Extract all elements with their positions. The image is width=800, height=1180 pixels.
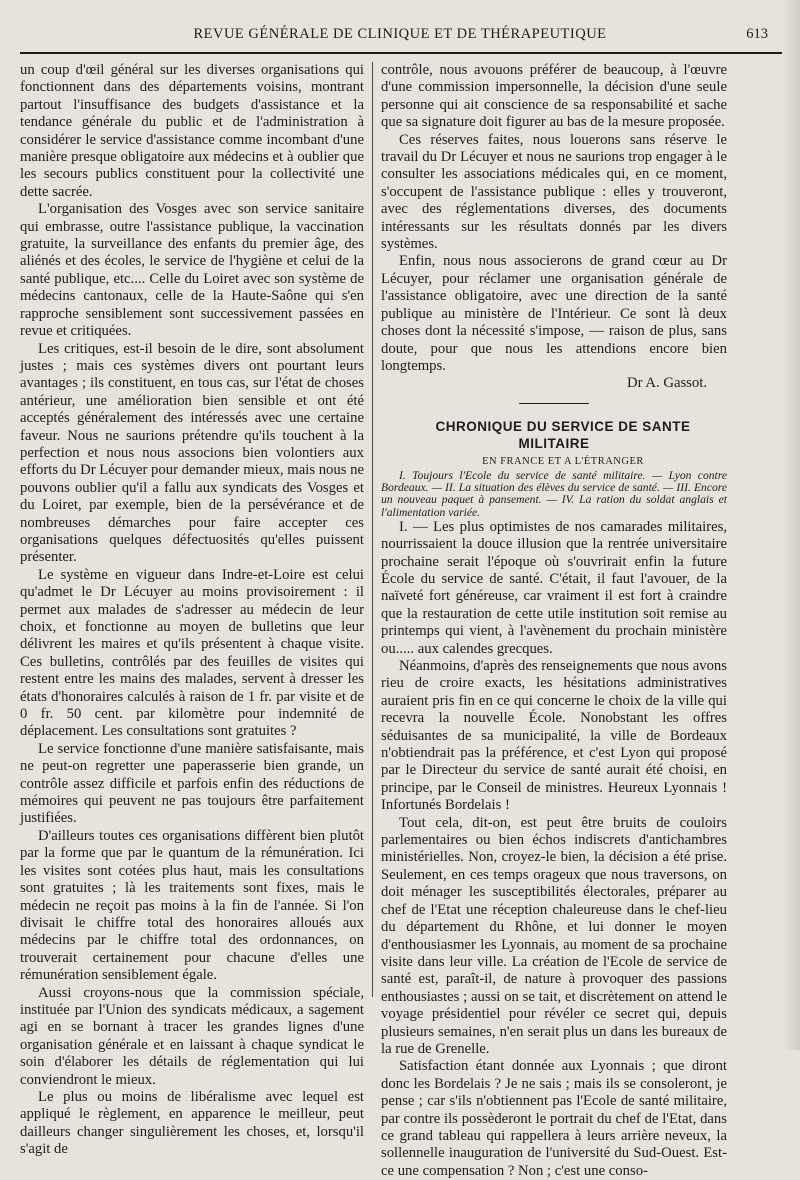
paragraph: L'organisation des Vosges avec son service sanitaire qui embrasse, outre l'assistance publique, la vaccination gratuite, la surveillance des enfants du premier âge, des aliénés et des écoles, le service de l'hygiène et celui de la santé publique, etc.... Celle du Loiret avec son système de médecins cantonaux, celle de la Haute-Saône qui s'en rapproche sensiblement sont successivement passées en revue et critiquées. [20, 201, 364, 340]
page-edge-shadow [784, 0, 800, 1050]
paragraph: Aussi croyons-nous que la commission spéciale, instituée par l'Union des syndicats médicaux, a sagement agi en se bornant à tracer les grandes lignes d'une organisation générale et en laissant à chaque syndicat le soin d'élaborer les détails de réglementation qui lui conviendront le mieux. [20, 984, 364, 1088]
author-signature: Dr A. Gassot. [627, 375, 707, 392]
right-column [381, 62, 727, 1179]
paragraph: Le système en vigueur dans Indre-et-Loire est celui qu'admet le Dr Lécuyer au moins provisoirement : il permet aux malades de s'adresser au médecin de leur choix, et fonctionne au moyen de bulletins que leur délivrent les maires et qu'ils présentent à chaque visite. Ces bulletins, contrôlés par des feuilles de visites qui restent entre les mains des malades, servent à dresser les états d'honoraires calculés à raison de 1 fr. par visite et de 0 fr. 50 cent. par kilomètre pour indemnité de déplacement. Les consultations sont gratuites ? [20, 566, 364, 740]
section-title: CHRONIQUE DU SERVICE DE SANTE MILITAIRE [435, 418, 691, 452]
page-number: 613 [746, 26, 768, 42]
paragraph: contrôle, nous avouons préférer de beaucoup, à l'œuvre d'une commission impersonnelle, la décision d'une seule personne qui ait conscience de sa responsabilité et sache que sa signature doit figurer au bas de la mesure proposée. [381, 62, 727, 131]
journal-title: REVUE GÉNÉRALE DE CLINIQUE ET DE THÉRAPEUTIQUE [193, 26, 607, 42]
section-divider [519, 403, 589, 404]
paragraph: Le plus ou moins de libéralisme avec lequel est appliqué le règlement, en apparence le meilleur, peut dailleurs changer singulièrement les choses, et, lorsqu'il s'agit de [20, 1088, 364, 1158]
paragraph: Le service fonctionne d'une manière satisfaisante, mais ne peut-on regretter une paperasserie bien grande, un contrôle assez difficile et parfois enfin des réductions de mémoires qui peuvent ne pas toujours être parfaitement justifiées. [20, 740, 364, 827]
paragraph: Les critiques, est-il besoin de le dire, sont absolument justes ; mais ces systèmes divers ont pourtant leurs avantages ; ils constituent, en tous cas, sur l'état de choses antérieur, une amélioration bien sensible et ont été acceptés généralement des intéressés avec une certaine faveur. Nous ne saurions prétendre qu'ils touchent à la perfection et nous nous associons bien volontiers aux efforts du Dr Lécuyer pour demander mieux, mais nous ne pouvons oublier qu'il a fallu aux syndicats des Vosges et du Loiret, par exemple, bien de la persévérance et de nombreuses démarches pour faire accepter ces organisations quelques défectuosités qu'elles puissent présenter. [20, 340, 364, 566]
header-rule [20, 52, 782, 54]
section-subtitle: EN FRANCE ET A L'ÉTRANGER [482, 455, 644, 467]
paragraph: I. — Les plus optimistes de nos camarades militaires, nourrissaient la douce illusion que la rentrée universitaire prochaine serait l'époque où s'ouvrirait enfin la future École du service de santé. C'était, il faut l'avouer, de la naïveté fort généreuse, car vraiment il est fort à craindre que la restauration de cette utile institution soit remise au printemps qui vient, à l'avènement du prochain ministère ou..... aux calendes grecques. [381, 518, 727, 657]
left-column [20, 62, 364, 1158]
paragraph: Néanmoins, d'après des renseignements que nous avons rieu de croire exacts, les hésitations administratives auraient pris fin en ce qui concerne le choix de la ville qui recevra la nouvelle École. Nonobstant les offres séduisantes de sa municipalité, la ville de Bordeaux n'obtiendrait pas la préférence, et c'est Lyon qui proposé par le Directeur du service de santé aurait été choisi, en principe, par le Conseil de ministres. Heureux Lyonnais ! Infortunés Bordelais ! [381, 658, 727, 814]
paragraph: Enfin, nous nous associerons de grand cœur au Dr Lécuyer, pour réclamer une organisation générale de l'assistance obligatoire, avec une direction de la santé publique au ministère de l'Intérieur. Ce sont là deux choses dont la nécessité s'impose, — raison de plus, sans doute, pour que nous les attendions encore bien longtemps. [381, 253, 727, 374]
paragraph: Satisfaction étant donnée aux Lyonnais ; que diront donc les Bordelais ? Je ne sais ; mais ils se consoleront, je pense ; car s'ils n'obtiennent pas l'Ecole de santé militaire, par contre ils possèderont le portrait du chef de l'Etat, dans ce grand tableau qui rappellera à leurs arrière neveux, la sollennelle inauguration de l'université du Sud-Ouest. Est-ce une compensation ? Non ; c'est une conso- [381, 1058, 727, 1179]
column-divider [372, 62, 373, 997]
summary-text: I. Toujours l'Ecole du service de santé militaire. — Lyon contre Bordeaux. — II. La situation des élèves du service de santé. — III. Encore un nouveau paquet à pansement. — IV. La ration du soldat anglais et l'alimentation variée. [381, 468, 727, 519]
paragraph: Ces réserves faites, nous louerons sans réserve le travail du Dr Lécuyer et nous ne saurions trop engager à le consulter les associations médicales qui, en ce moment, s'occupent de l'assistance publique : elles y trouveront, avec des réglementations diverses, des documents intéressants sur les résultats donnés par les divers systèmes. [381, 131, 727, 253]
running-header [20, 22, 780, 50]
section-summary [381, 470, 727, 519]
paragraph: Tout cela, dit-on, est peut être bruits de couloirs parlementaires ou bien échos indiscrets d'antichambres ministérielles. Non, croyez-le bien, la décision a été prise. Seulement, en ces temps orageux que nous traversons, on doit ménager les susceptibilités électorales, préparer au chef de l'Etat une réception chaleureuse dans le chef-lieu du département du Rhône, et lui donner le moyen d'enthousiasmer les Lyonnais, au moment de sa prochaine visite dans leur ville. La création de l'Ecole de service de santé est, paraît-il, de nature à provoquer des passions enthousiastes ; aussi on se tait, et discrètement on attend le voyage présidentiel pour révéler ce secret qui, depuis plusieurs semaines, n'en serait plus un dans les bureaux de la rue de Grenelle. [381, 814, 727, 1057]
paragraph: un coup d'œil général sur les diverses organisations qui fonctionnent dans des départements voisins, montrant partout l'insuffisance des budgets d'assistance et la tendance générale du public et de l'administration à considérer le service d'assistance comme incombant d'une manière presque obligatoire aux médecins et à oublier que les secours publics constituent pour la collectivité une dette sacrée. [20, 62, 364, 200]
paragraph: D'ailleurs toutes ces organisations diffèrent bien plutôt par la forme que par le quantum de la rémunération. Ici les visites sont cotées plus haut, mais les consultations sont gratuites ; là les traitements sont fixes, mais le médecin ne reçoit pas moins à la fin de l'année. Si l'on divisait le chiffre total des honoraires alloués aux médecins par le chiffre total des ordonnances, on trouverait certainement pour chacune d'elles une rémunération sensiblement égale. [20, 827, 364, 984]
